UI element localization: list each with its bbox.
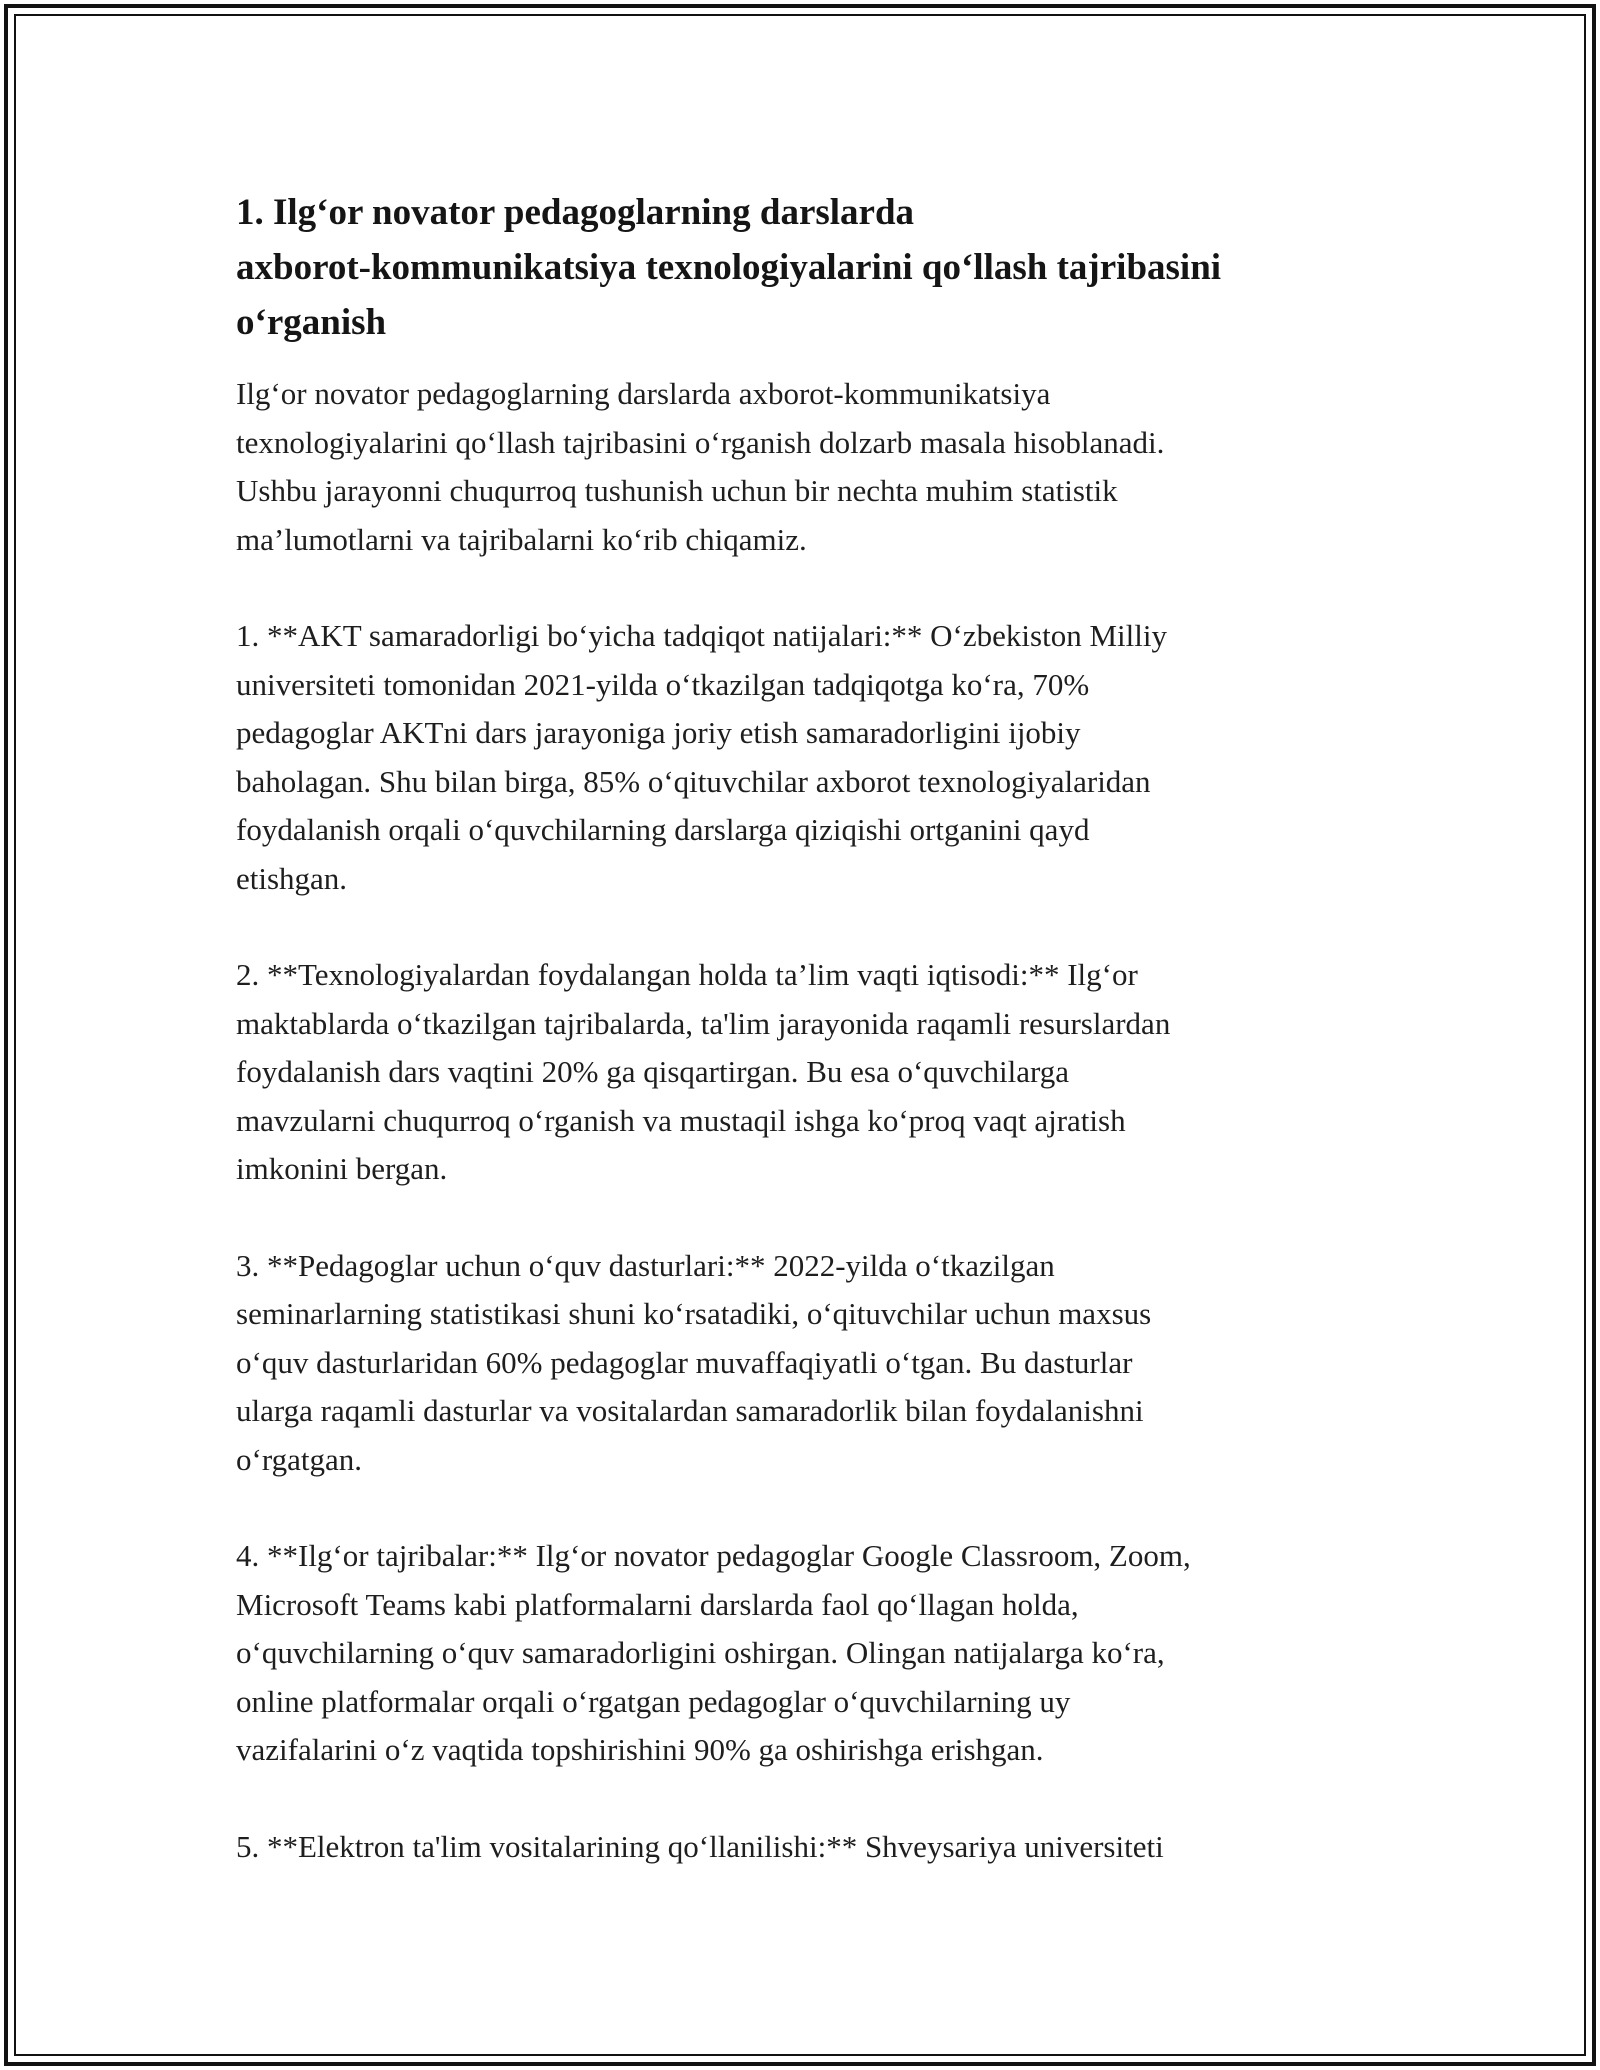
text-line: 4. **Ilg‘or tajribalar:** Ilg‘or novator pedagoglar Google Classroom, Zoom,: [236, 1538, 1191, 1573]
text-line: foydalanish orqali o‘quvchilarning darslarga qiziqishi ortganini qayd: [236, 812, 1090, 847]
title-line: axborot-kommunikatsiya texnologiyalarini qo‘llash tajribasini: [236, 247, 1222, 288]
text-line: Microsoft Teams kabi platformalarni darslarda faol qo‘llagan holda,: [236, 1586, 1079, 1622]
text-line: 3. **Pedagoglar uchun o‘quv dasturlari:** 2022-yilda o‘tkazilgan: [236, 1247, 1055, 1283]
text-line: 1. **AKT samaradorligi bo‘yicha tadqiqot natijalari:** O‘zbekiston Milliy: [236, 618, 1167, 653]
list-item-1: [236, 612, 1386, 903]
text-line: ularga raqamli dasturlar va vositalardan samaradorlik bilan foydalanishni: [236, 1393, 1144, 1428]
text-line: mavzularni chuqurroq o‘rganish va mustaqil ishga ko‘proq vaqt ajratish: [236, 1102, 1126, 1138]
title-line: 1. Ilg‘or novator pedagoglarning darslarda: [236, 192, 915, 233]
document-body: [236, 185, 1386, 1919]
text-line: o‘rgatgan.: [236, 1441, 362, 1477]
text-line: Ushbu jarayonni chuqurroq tushunish uchun bir nechta muhim statistik: [236, 473, 1118, 508]
text-line: o‘quv dasturlaridan 60% pedagoglar muvaffaqiyatli o‘tgan. Bu dasturlar: [236, 1344, 1133, 1380]
text-line: vazifalarini o‘z vaqtida topshirishini 90% ga oshirishga erishgan.: [236, 1732, 1044, 1767]
title-line: o‘rganish: [236, 302, 387, 343]
list-item-3: [236, 1242, 1386, 1485]
text-line: 5. **Elektron ta'lim vositalarining qo‘llanilishi:** Shveysariya universiteti: [236, 1828, 1164, 1864]
text-line: etishgan.: [236, 860, 348, 896]
text-line: baholagan. Shu bilan birga, 85% o‘qituvchilar axborot texnologiyalaridan: [236, 763, 1151, 799]
text-line: texnologiyalarini qo‘llash tajribasini o‘rganish dolzarb masala hisoblanadi.: [236, 424, 1165, 460]
text-line: o‘quvchilarning o‘quv samaradorligini oshirgan. Olingan natijalarga ko‘ra,: [236, 1635, 1165, 1670]
text-line: foydalanish dars vaqtini 20% ga qisqartirgan. Bu esa o‘quvchilarga: [236, 1054, 1070, 1089]
list-item-4: [236, 1532, 1386, 1775]
list-item-5: [236, 1823, 1386, 1872]
list-item-2: [236, 951, 1386, 1194]
text-line: online platformalar orqali o‘rgatgan pedagoglar o‘quvchilarning uy: [236, 1683, 1071, 1719]
text-line: Ilg‘or novator pedagoglarning darslarda axborot-kommunikatsiya: [236, 376, 1051, 411]
text-line: seminarlarning statistikasi shuni ko‘rsatadiki, o‘qituvchilar uchun maxsus: [236, 1296, 1152, 1331]
text-line: 2. **Texnologiyalardan foydalangan holda ta’lim vaqti iqtisodi:** Ilg‘or: [236, 957, 1138, 992]
text-line: maktablarda o‘tkazilgan tajribalarda, ta'lim jarayonida raqamli resurslardan: [236, 1005, 1171, 1041]
document-title: [236, 185, 1386, 350]
text-line: ma’lumotlarni va tajribalarni ko‘rib chiqamiz.: [236, 521, 807, 557]
intro-paragraph: [236, 370, 1386, 564]
text-line: imkonini bergan.: [236, 1151, 448, 1186]
text-line: universiteti tomonidan 2021-yilda o‘tkazilgan tadqiqotga ko‘ra, 70%: [236, 666, 1090, 702]
text-line: pedagoglar AKTni dars jarayoniga joriy etish samaradorligini ijobiy: [236, 715, 1081, 750]
